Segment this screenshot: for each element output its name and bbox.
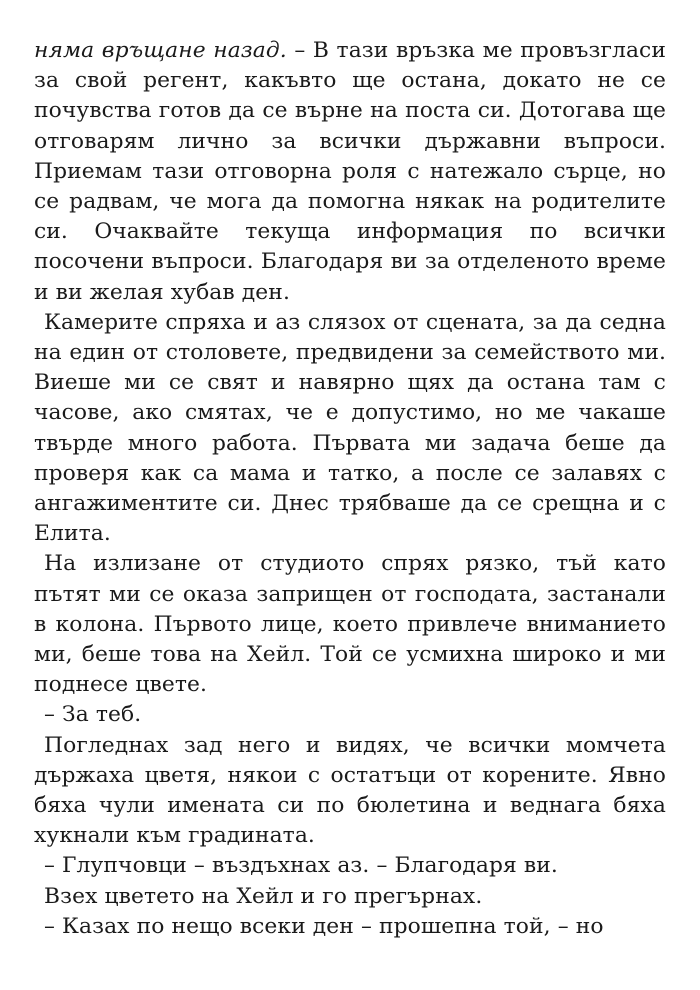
paragraph [34, 36, 666, 308]
paragraph: – Глупчовци – въздъхнах аз. – Благодаря ви. [44, 853, 558, 879]
paragraph: Взех цветето на Хейл и го прегърнах. [44, 883, 483, 909]
paragraph: Камерите спряха и аз слязох от сцената, за да седна на един от столовете, предвидени за семейството ми. Виеше ми се свят и навярно щях да остана там с часове, ако смятах, че е допустимо, но ме чакаше твърде много работа. Първата ми задача беше да проверя как са мама и татко, а после се залавях с ангажиментите си. Днес трябваше да се срещна и с Елита. [34, 309, 666, 547]
italic-lead: няма връщане назад. [34, 38, 287, 63]
paragraph-text: – В тази връзка ме провъзгласи за свой регент, какъвто ще остана, докато не се почувства готов да се върне на поста си. Дотогава ще отговарям лично за всички държавни въпроси. Приемам тази отговорна роля с натежало сърце, но се радвам, че мога да помогна някак на родителите си. Очаквайте текуща информация по всички посочени въпроси. Благодаря ви за отделеното време и ви желая хубав ден. [34, 38, 666, 305]
paragraph: На излизане от студиото спрях рязко, тъй като пътят ми се оказа заприщен от господата, застанали в колона. Първото лице, което привлече вниманието ми, беше това на Хейл. Той се усмихна широко и ми поднесе цвете. [34, 551, 666, 698]
paragraph: – Казах по нещо всеки ден – прошепна той, – но [44, 913, 604, 939]
paragraph: Погледнах зад него и видях, че всички момчета държаха цветя, някои с остатъци от корените. Явно бяха чули имената си по бюлетина и веднага бяха хукнали към градината. [34, 732, 666, 849]
paragraph: – За теб. [44, 702, 142, 728]
